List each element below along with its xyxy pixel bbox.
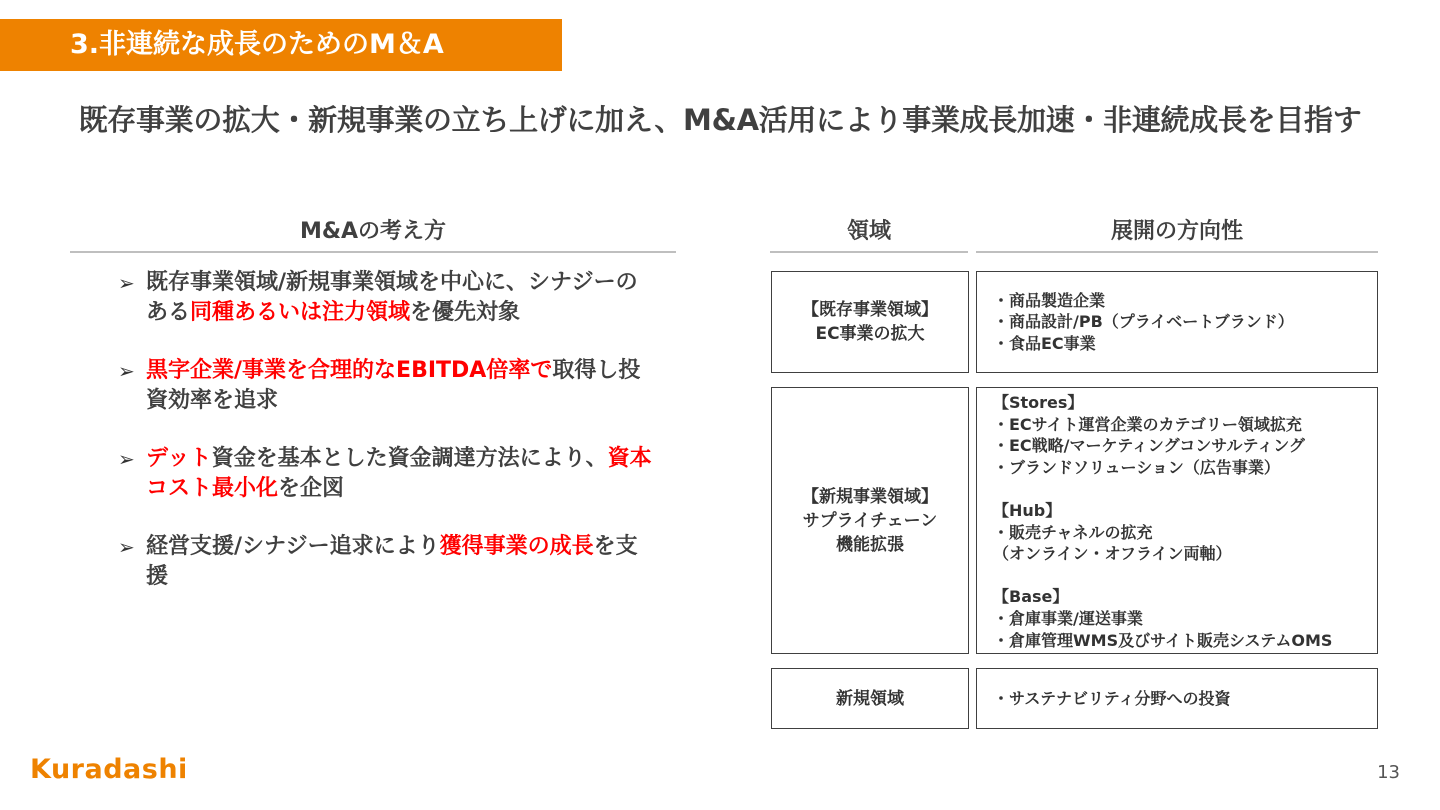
- arrow-bullet-icon: ➢: [118, 447, 135, 471]
- domain-label: [802, 485, 938, 557]
- domain-cell-new-business: [771, 387, 969, 654]
- direction-cell-existing: [976, 271, 1378, 373]
- text-segment: を企図: [278, 476, 345, 501]
- text-segment: 資金を基本とした資金調達方法により、: [211, 446, 608, 471]
- arrow-bullet-icon: ➢: [118, 359, 135, 383]
- cell-line: ・EC戦略/マーケティングコンサルティング: [993, 436, 1305, 456]
- ma-approach-item: [118, 532, 658, 592]
- bullet-text: [146, 356, 658, 416]
- bullet-text: [146, 268, 658, 328]
- text-segment: 既存事業領域/新規事業領域を中心に、シナジーのある: [146, 270, 638, 325]
- ma-approach-item: [118, 268, 658, 328]
- text-segment: 経営支援/シナジー追求により: [146, 534, 440, 559]
- cell-line: 新規領域: [836, 688, 904, 709]
- highlighted-text: 資本コスト最小化: [146, 446, 652, 501]
- cell-line: サプライチェーン: [802, 510, 938, 531]
- cell-line: ・商品製造企業: [993, 290, 1106, 310]
- cell-line: ・倉庫管理WMS及びサイト販売システムOMS: [993, 630, 1333, 650]
- cell-line: 【既存事業領域】: [802, 300, 938, 320]
- text-segment: を優先対象: [410, 300, 521, 325]
- cell-line: 機能拡張: [836, 534, 904, 555]
- cell-line: 【Base】: [993, 587, 1069, 607]
- kuradashi-logo: Kuradashi: [30, 754, 188, 785]
- text-segment: 取得し投資効率を追求: [146, 358, 641, 413]
- highlighted-text: デット: [146, 446, 212, 471]
- cell-line: ・倉庫事業/運送事業: [993, 608, 1143, 628]
- cell-line: ・食品EC事業: [993, 333, 1096, 353]
- cell-line: ・商品設計/PB（プライベートブランド）: [993, 312, 1294, 332]
- cell-line: EC事業の拡大: [815, 324, 925, 344]
- spacer: [993, 565, 1367, 587]
- cell-line: ・サステナビリティ分野への投資: [993, 688, 1231, 708]
- text-segment: を支援: [146, 534, 638, 589]
- cell-line: ・ECサイト運営企業のカテゴリー領域拡充: [993, 414, 1302, 434]
- highlighted-text: 同種あるいは注力領域: [190, 300, 411, 325]
- direction-cell-new-business: [976, 387, 1378, 654]
- ma-approach-heading: M&Aの考え方: [70, 214, 676, 253]
- direction-cell-new-field: [976, 668, 1378, 729]
- section-title: 3.非連続な成長のためのM＆A: [0, 19, 562, 71]
- highlighted-text: 獲得事業の成長: [439, 534, 594, 559]
- cell-line: 【Hub】: [993, 500, 1062, 520]
- cell-line: ・販売チャネルの拡充: [993, 522, 1153, 542]
- ma-approach-item: [118, 356, 658, 416]
- cell-line: 【新規事業領域】: [802, 486, 938, 507]
- domain-column-heading: 領域: [770, 214, 968, 253]
- page-subtitle: 既存事業の拡大・新規事業の立ち上げに加え、M&A活用により事業成長加速・非連続成長を目指す: [78, 103, 1362, 137]
- direction-column-heading: 展開の方向性: [976, 214, 1378, 253]
- cell-line: ・ブランドソリューション（広告事業）: [993, 457, 1280, 477]
- arrow-bullet-icon: ➢: [118, 271, 135, 295]
- domain-label: [836, 687, 904, 711]
- domain-cell-existing: [771, 271, 969, 373]
- cell-line: 【Stores】: [993, 393, 1084, 412]
- ma-approach-item: [118, 444, 658, 504]
- bullet-text: [146, 532, 658, 592]
- spacer: [993, 478, 1367, 500]
- domain-label: [802, 298, 938, 346]
- bullet-text: [146, 444, 658, 504]
- highlighted-text: 黒字企業/事業を合理的なEBITDA倍率で: [146, 358, 553, 383]
- arrow-bullet-icon: ➢: [118, 535, 135, 559]
- page-number: 13: [1377, 762, 1400, 783]
- cell-line: （オンライン・オフライン両軸）: [993, 544, 1232, 564]
- domain-cell-new-field: [771, 668, 969, 729]
- ma-approach-list: [118, 268, 658, 620]
